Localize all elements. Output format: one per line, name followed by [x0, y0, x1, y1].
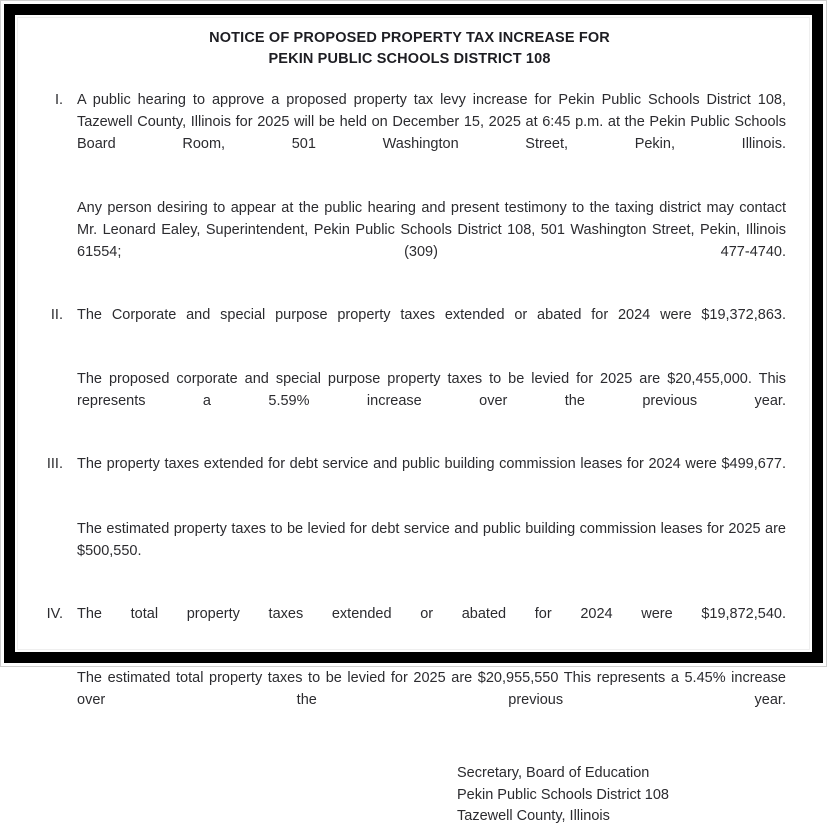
- section-i-paragraph-2: Any person desiring to appear at the public hearing and present testimony to the taxing district may contact Mr. Leonard Ealey, Superintendent, Pekin Public Schools District 108, 501 Washington Street, Pekin, Illinois 61554; (309) 477-4740.: [77, 200, 786, 261]
- signature-title: Secretary, Board of Education: [457, 764, 650, 781]
- section-i-body: [77, 89, 786, 285]
- document-content: [19, 19, 808, 825]
- section-iii-body: [77, 453, 786, 583]
- section-iii-paragraph-1: The property taxes extended for debt service and public building commission leases for 2024 were $499,677.: [77, 456, 786, 473]
- section-ii-paragraph-2: The proposed corporate and special purpose property taxes to be levied for 2025 are $20,455,000. This represents a 5.59% increase over the previous year.: [77, 371, 786, 410]
- section-iii: [33, 453, 786, 583]
- page-title-line-1: NOTICE OF PROPOSED PROPERTY TAX INCREASE FOR: [209, 30, 610, 46]
- section-ii: [33, 304, 786, 434]
- section-iv-paragraph-1: The total property taxes extended or abated for 2024 were $19,872,540.: [77, 605, 786, 622]
- section-iv-paragraph-2: The estimated total property taxes to be levied for 2025 are $20,955,550 This represents a 5.45% increase over the previous year.: [77, 669, 786, 708]
- section-iv-body: [77, 603, 786, 733]
- section-ii-numeral: II.: [50, 307, 63, 324]
- signature-county: Tazewell County, Illinois: [457, 808, 610, 825]
- section-i: [33, 89, 786, 285]
- section-iv: [33, 603, 786, 733]
- section-iii-paragraph-2: The estimated property taxes to be levied for debt service and public building commission leases for 2025 are $500,550.: [77, 520, 786, 559]
- section-i-paragraph-1: A public hearing to approve a proposed property tax levy increase for Pekin Public Schools District 108, Tazewell County, Illinois for 2025 will be held on December 15, 2025 at 6:45 p.m. at the Pekin Public Schools Board Room, 501 Washington Street, Pekin, Illinois.: [77, 92, 786, 153]
- section-i-numeral: I.: [54, 92, 63, 109]
- section-ii-body: [77, 304, 786, 434]
- signature-district: Pekin Public Schools District 108: [457, 786, 669, 803]
- signature-block: [457, 763, 786, 828]
- page-title: [33, 28, 786, 70]
- section-iii-numeral: III.: [46, 456, 63, 473]
- page-title-line-2: PEKIN PUBLIC SCHOOLS DISTRICT 108: [268, 51, 551, 68]
- section-iv-numeral: IV.: [46, 605, 63, 622]
- section-ii-paragraph-1: The Corporate and special purpose property taxes extended or abated for 2024 were $19,372,863.: [77, 307, 786, 324]
